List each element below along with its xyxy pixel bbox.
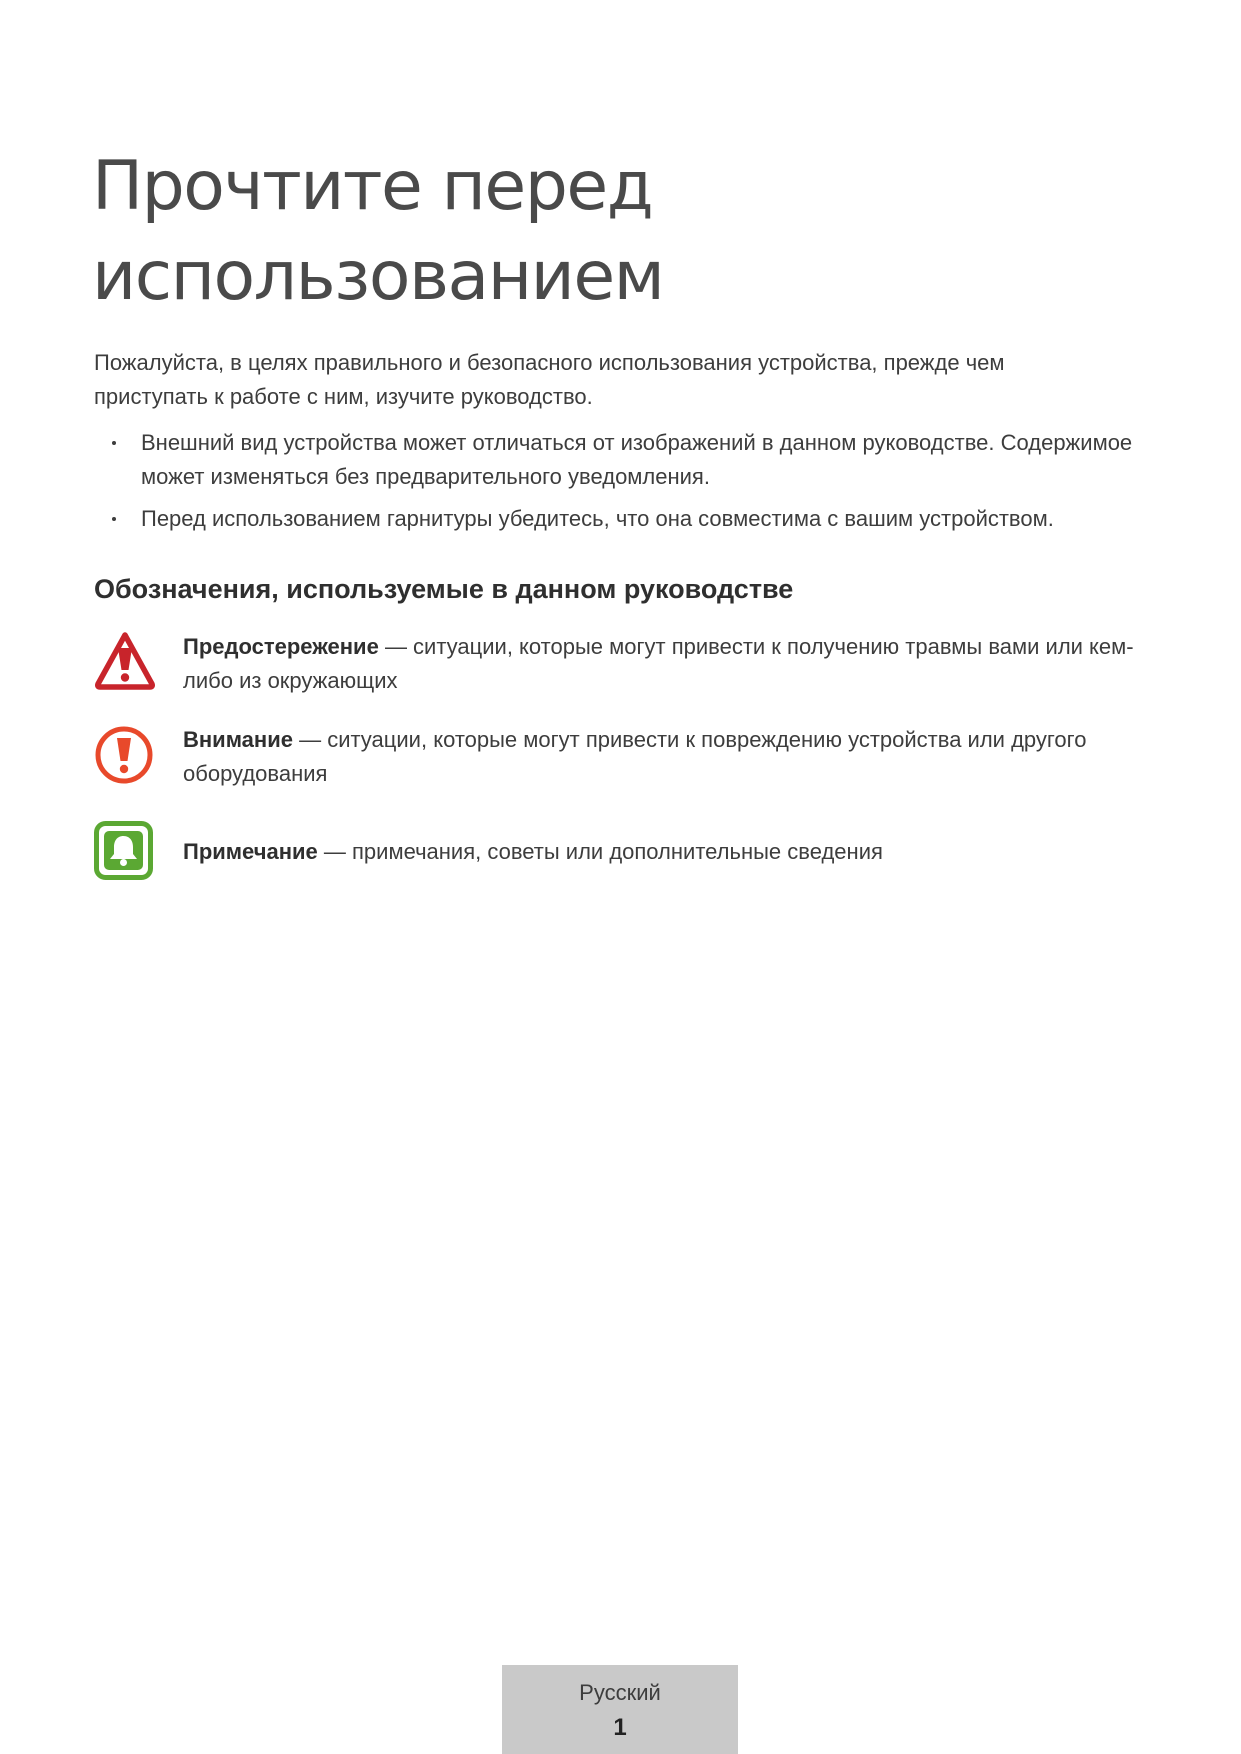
notice-term: Предостережение <box>183 634 379 659</box>
page-title <box>92 142 663 322</box>
intro-paragraph: Пожалуйста, в целях правильного и безопасного использования устройства, прежде чем приступать к работе с ним, изучите руководство. <box>94 350 1005 409</box>
caution-circle-icon <box>94 725 156 787</box>
notice-term: Внимание <box>183 727 293 752</box>
page-title-line-2: использованием <box>92 237 664 316</box>
notice-warning-text <box>183 630 1183 698</box>
bullet-dot-icon <box>112 517 116 521</box>
bullet-text: Внешний вид устройства может отличаться от изображений в данном руководстве. Содержимое может изменяться без предварительного уведомления. <box>141 430 1133 489</box>
bullet-list <box>94 426 1134 544</box>
page-number: 1 <box>613 1714 627 1741</box>
warning-triangle-icon <box>94 630 156 692</box>
notice-term: Примечание <box>183 839 318 864</box>
notice-description: — ситуации, которые могут привести к получению травмы вами или кем-либо из окружающих <box>183 634 1134 693</box>
page-footer <box>502 1665 738 1754</box>
bullet-text: Перед использованием гарнитуры убедитесь, что она совместима с вашим устройством. <box>141 506 1054 531</box>
page-title-line-1: Прочтите перед <box>92 147 653 226</box>
note-bell-icon <box>94 821 156 883</box>
notice-description: — примечания, советы или дополнительные сведения <box>317 839 883 864</box>
footer-language: Русский <box>579 1680 661 1705</box>
notice-description: — ситуации, которые могут привести к повреждению устройства или другого оборудования <box>183 727 1087 786</box>
notice-note-text <box>183 835 1183 869</box>
notice-caution-text <box>183 723 1183 791</box>
bullet-dot-icon <box>112 441 116 445</box>
list-item <box>94 502 1134 536</box>
list-item <box>94 426 1134 494</box>
section-heading: Обозначения, используемые в данном руководстве <box>94 574 794 604</box>
